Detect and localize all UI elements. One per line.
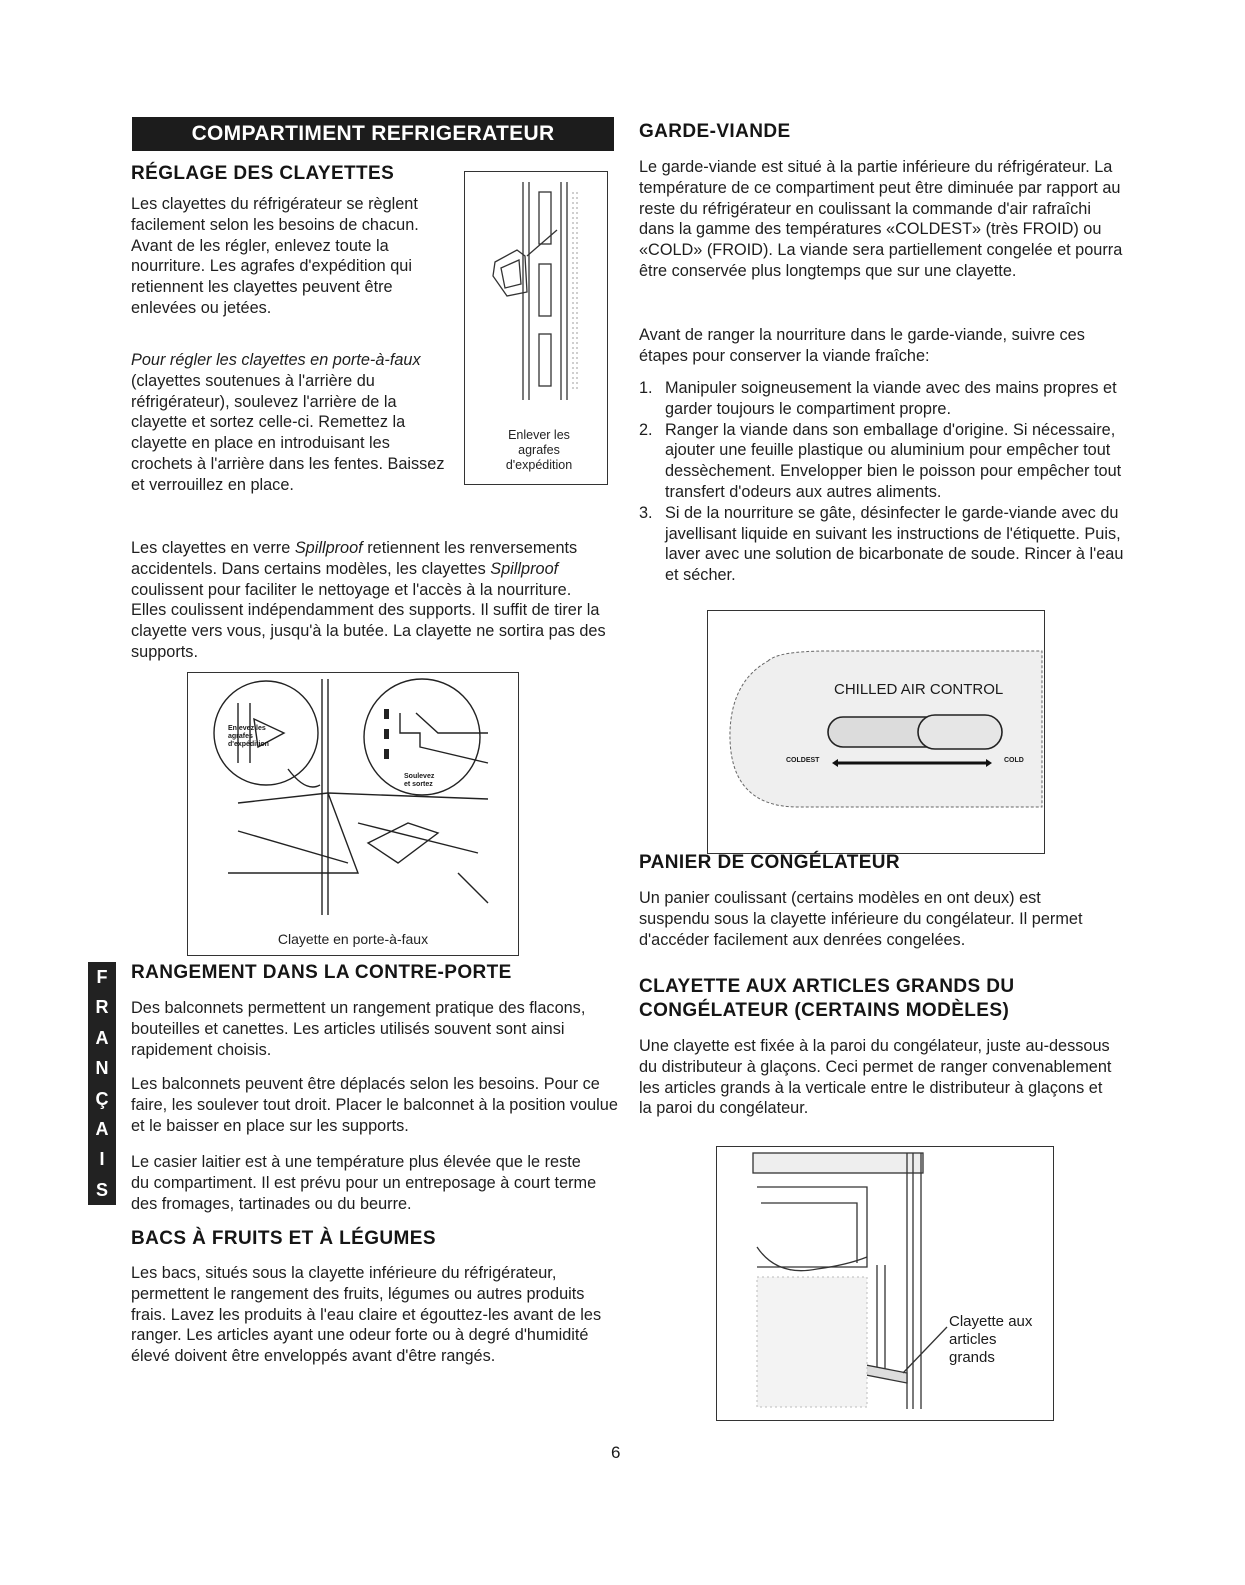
step-text: Manipuler soigneusement la viande avec des mains propres et garder toujours le compartiment propre.	[665, 379, 1117, 418]
heading-grands-line1: CLAYETTE AUX ARTICLES GRANDS DU	[639, 976, 1015, 997]
garde-viande-para1: Le garde-viande est situé à la partie inférieure du réfrigérateur. La température de ce compartiment peut être diminuée par rapport au reste du réfrigérateur en coulissant la commande d'air rafraîchi dans la gamme des températures «COLDEST» (très FROID) ou «COLD» (FROID). La viande sera partiellement congelée et pourra être conservée plus longtemps que sur une clayette.	[639, 158, 1123, 280]
reglage-para2-italic: Pour régler les clayettes en porte-à-faux	[131, 351, 421, 369]
reglage-para1: Les clayettes du réfrigérateur se règlent facilement selon les besoins de chacun. Avant de les régler, enlevez toute la nourriture. Les agrafes d'expédition qui retiennent les clayettes peuvent être enlevées ou jetées.	[131, 195, 419, 317]
figure-shipping-clips-caption: Enlever les agrafes d'expédition	[505, 428, 573, 472]
cantilever-shelf-illustration	[188, 673, 518, 925]
step-item	[639, 378, 1124, 420]
garde-viande-para2: Avant de ranger la nourriture dans le garde-viande, suivre ces étapes pour conserver la viande fraîche:	[639, 326, 1085, 365]
figure-tall-items-shelf	[716, 1146, 1054, 1421]
reglage-para3	[131, 538, 609, 663]
tab-letter: N	[95, 1058, 109, 1079]
figure-cantilever-shelf	[187, 672, 519, 956]
tab-letter: I	[99, 1149, 105, 1170]
reglage-para3-b: retiennent les renversements accidentels. Dans certains modèles, les clayettes	[131, 539, 578, 578]
heading-contreporte: RANGEMENT DANS LA CONTRE-PORTE	[131, 962, 512, 983]
tab-letter: S	[95, 1179, 108, 1200]
tab-letter: A	[95, 1118, 109, 1139]
heading-grands-line2: CONGÉLATEUR (CERTAINS MODÈLES)	[639, 1000, 1010, 1021]
step-number: 2.	[639, 420, 653, 439]
tall-shelf-callout: Clayette aux articles grands	[949, 1313, 1033, 1366]
step-number: 3.	[639, 503, 653, 522]
reglage-para3-c: coulissent pour faciliter le nettoyage et l'accès à la nourriture. Elles coulissent indépendamment des supports. Il suffit de tirer la clayette vers vous, jusqu'à la butée. La clayette ne sortira pas des supports.	[131, 580, 606, 661]
control-cold-label: COLD	[1004, 757, 1024, 764]
section-banner: COMPARTIMENT REFRIGERATEUR	[132, 117, 614, 151]
step-item	[639, 503, 1124, 586]
page-number: 6	[611, 1443, 621, 1462]
contreporte-para1: Des balconnets permettent un rangement pratique des flacons, bouteilles et canettes. Les articles utilisés souvent sont ainsi rapidement choisis.	[131, 999, 586, 1059]
step-item	[639, 420, 1124, 503]
tab-letter: Ç	[95, 1088, 109, 1109]
contreporte-para3: Le casier laitier est à une température plus élevée que le reste du compartiment. Il est prévu pour un entreposage à court terme des fromages, tartinades ou du beurre.	[131, 1153, 597, 1213]
figure-chilled-air-control	[707, 610, 1045, 854]
figure-cantilever-caption: Clayette en porte-à-faux	[277, 931, 429, 947]
control-panel-illustration	[708, 611, 1044, 853]
grands-para: Une clayette est fixée à la paroi du congélateur, juste au-dessous du distributeur à glaçons. Ceci permet de ranger convenablement les articles grands à la verticale entre le distributeur à glaçons et la paroi du congélateur.	[639, 1037, 1112, 1118]
contreporte-para2: Les balconnets peuvent être déplacés selon les besoins. Pour ce faire, les soulever tout droit. Placer le balconnet à la position voulue et le baisser en place sur les supports.	[131, 1075, 618, 1135]
heading-panier: PANIER DE CONGÉLATEUR	[639, 852, 901, 873]
garde-viande-steps	[639, 378, 1124, 586]
shelf-clip-illustration	[465, 172, 607, 408]
control-coldest-label: COLDEST	[786, 757, 820, 764]
reglage-para2	[131, 350, 446, 496]
tab-letter: F	[96, 967, 108, 987]
step-text: Si de la nourriture se gâte, désinfecter le garde-viande avec du javellisant liquide en suivant les instructions de l'étiquette. Puis, laver avec une solution de bicarbonate de soude. Rincer à l'eau et sécher.	[665, 503, 1124, 585]
language-tab	[88, 962, 116, 1205]
heading-reglage: RÉGLAGE DES CLAYETTES	[131, 163, 395, 184]
panier-para: Un panier coulissant (certains modèles en ont deux) est suspendu sous la clayette inférieure du congélateur. Il permet d'accéder facilement aux denrées congelées.	[639, 889, 1083, 949]
fig2-label-left: Enlevez les agrafes d'expédition	[228, 725, 269, 748]
spillproof-1: Spillproof	[294, 539, 363, 557]
fig2-label-right: Soulevez et sortez	[404, 773, 435, 788]
spillproof-2: Spillproof	[490, 559, 559, 578]
step-text: Ranger la viande dans son emballage d'origine. Si nécessaire, ajouter une feuille plastique ou aluminium pour empêcher tout dessèchement. Envelopper bien le poisson pour empêcher tout transfert d'odeurs aux autres aliments.	[665, 420, 1122, 501]
figure-shipping-clips	[464, 171, 608, 485]
heading-bacs: BACS À FRUITS ET À LÉGUMES	[131, 1228, 436, 1249]
step-number: 1.	[639, 379, 653, 397]
bacs-para: Les bacs, situés sous la clayette inférieure du réfrigérateur, permettent le rangement des fruits, légumes ou autres produits frais. Lavez les produits à l'eau claire et égouttez-les avant de les ranger. Les articles ayant une odeur forte ou à degré d'humidité élevé doivent être enveloppés avant d'être rangés.	[131, 1264, 602, 1366]
tab-letter: A	[95, 1027, 109, 1048]
tab-letter: R	[95, 997, 109, 1018]
reglage-para2-rest: (clayettes soutenues à l'arrière du réfrigérateur), soulevez l'arrière de la clayette et sortez celle-ci. Remettez la clayette en place en introduisant les crochets à l'arrière dans les fentes. Baissez et verrouillez en place.	[131, 371, 445, 494]
control-title: CHILLED AIR CONTROL	[834, 681, 1004, 698]
freezer-shelf-illustration	[717, 1147, 1053, 1420]
heading-garde-viande: GARDE-VIANDE	[639, 121, 791, 142]
reglage-para3-a: Les clayettes en verre	[131, 539, 295, 557]
